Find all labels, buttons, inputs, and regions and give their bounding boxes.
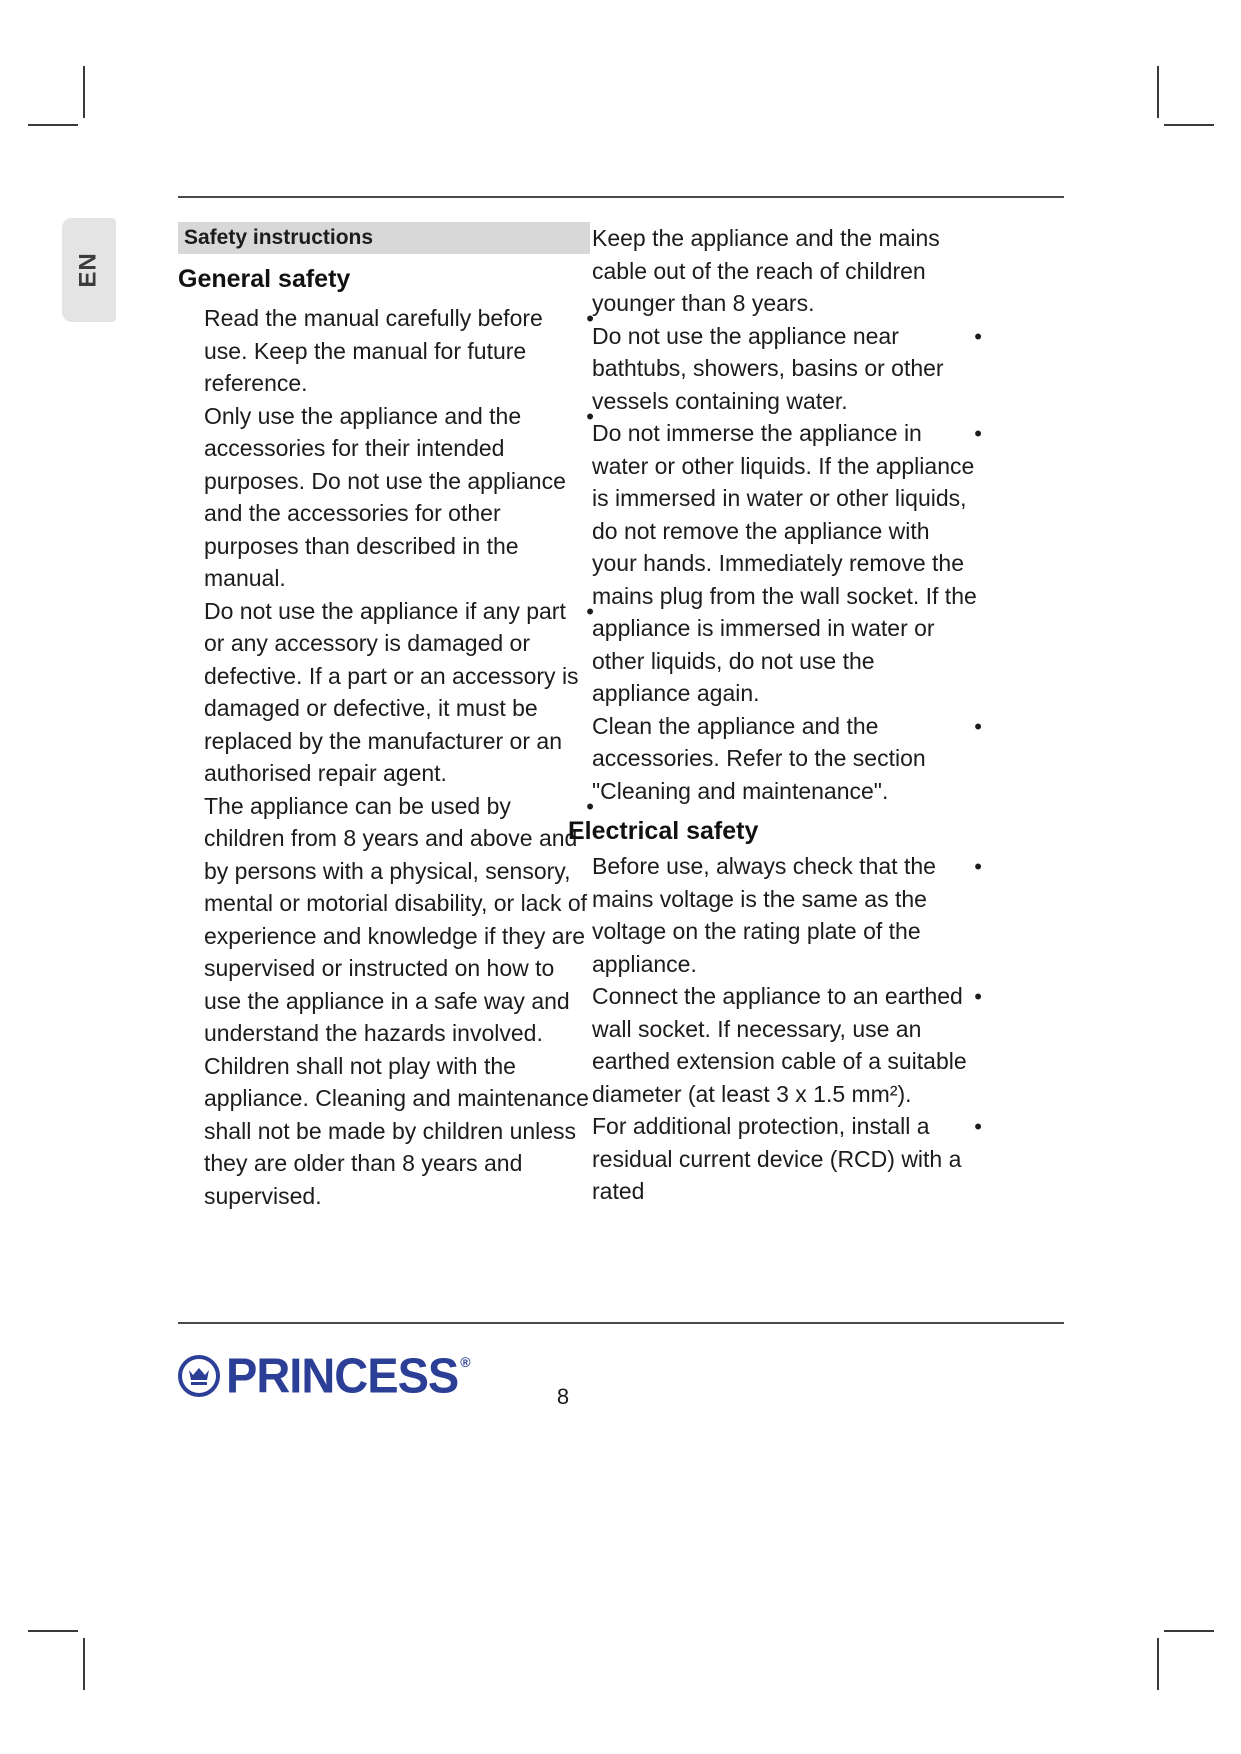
bullet-icon: • — [586, 793, 594, 819]
left-column — [178, 222, 594, 1212]
heading-general-safety: General safety — [178, 265, 351, 293]
bullet-icon: • — [974, 984, 982, 1009]
bullet-item-text: Do not use the appliance near bathtubs, showers, basins or other vessels containing water. — [592, 322, 944, 414]
bottom-rule — [178, 1322, 1064, 1324]
princess-logo — [178, 1347, 471, 1404]
bullet-item-text: Clean the appliance and the accessories. Refer to the section "Cleaning and maintenance". — [592, 712, 926, 804]
bullet-icon: • — [974, 421, 982, 446]
bullet-item-text: Before use, always check that the mains voltage is the same as the voltage on the rating plate of the appliance. — [592, 853, 936, 977]
crop-mark-bottom-right-h — [1164, 1630, 1214, 1632]
bullet-item — [178, 400, 594, 595]
bullet-icon: • — [974, 323, 982, 349]
bullet-item — [178, 302, 594, 400]
bullet-icon: • — [586, 403, 594, 429]
crop-mark-top-left-h — [28, 124, 78, 126]
section-header — [178, 222, 590, 254]
right-column — [568, 222, 982, 1208]
bullet-item-text: Only use the appliance and the accessories for their intended purposes. Do not use the appliance and the accessories for other purposes than described in the manual. — [204, 402, 566, 591]
heading-electrical-safety: Electrical safety — [568, 817, 759, 845]
section-header-label: Safety instructions — [184, 226, 374, 249]
crop-mark-bottom-left-h — [28, 1630, 78, 1632]
continuation-text — [568, 222, 978, 320]
bullet-item-text: The appliance can be used by children from 8 years and above and by persons with a physical, sensory, mental or motorial disability, or lack of experience and knowledge if they are supervised or instructed on how to use the appliance in a safe way and understand the hazards involved. Children shall not play with the appliance. Cleaning and maintenance shall not be made by children unless they are older than 8 years and supervised. — [204, 792, 589, 1209]
bullet-item-text: Connect the appliance to an earthed wall socket. If necessary, use an earthed extension cable of a suitable diameter (at least 3 x 1.5 mm²). — [592, 983, 967, 1107]
bullet-item-text: Read the manual carefully before use. Keep the manual for future reference. — [204, 305, 543, 396]
bullet-item-text: For additional protection, install a residual current device (RCD) with a rated — [592, 1113, 962, 1204]
logo-wordmark: PRINCESS — [226, 1347, 459, 1404]
top-rule — [178, 196, 1064, 198]
bullet-item-text: Do not immerse the appliance in water or other liquids. If the appliance is immersed in water or other liquids, do not remove the appliance with your hands. Immediately remove the mains plug from the wall socket. If the appliance is immersed in water or other liquids, do not use the appliance again. — [592, 420, 977, 706]
crop-mark-bottom-left-v — [83, 1638, 85, 1690]
bullet-icon: • — [974, 854, 982, 879]
language-tab-label: EN — [75, 252, 102, 288]
bullet-item — [568, 1110, 982, 1208]
bullet-icon: • — [586, 598, 594, 624]
bullet-item — [568, 850, 982, 980]
bullet-item — [178, 790, 594, 1213]
bullet-item — [178, 595, 594, 790]
crop-mark-top-right-v — [1157, 66, 1159, 118]
bullet-item — [568, 980, 982, 1110]
bullet-item — [568, 417, 982, 710]
bullet-icon: • — [974, 1114, 982, 1139]
page-number: 8 — [556, 1384, 570, 1409]
bullet-icon: • — [586, 306, 594, 331]
crop-mark-top-left-v — [83, 66, 85, 118]
continuation-text-body: Keep the appliance and the mains cable out of the reach of children younger than 8 years. — [592, 225, 940, 316]
language-tab — [62, 218, 116, 322]
bullet-item — [568, 710, 982, 808]
bullet-item-text: Do not use the appliance if any part or any accessory is damaged or defective. If a part or an accessory is damaged or defective, it must be replaced by the manufacturer or an authorised repair agent. — [204, 597, 579, 786]
crop-mark-bottom-right-v — [1157, 1638, 1159, 1690]
bullet-item — [568, 320, 982, 418]
crown-icon — [178, 1355, 220, 1397]
registered-mark: ® — [460, 1354, 471, 1370]
crop-mark-top-right-h — [1164, 124, 1214, 126]
bullet-icon: • — [974, 713, 982, 739]
